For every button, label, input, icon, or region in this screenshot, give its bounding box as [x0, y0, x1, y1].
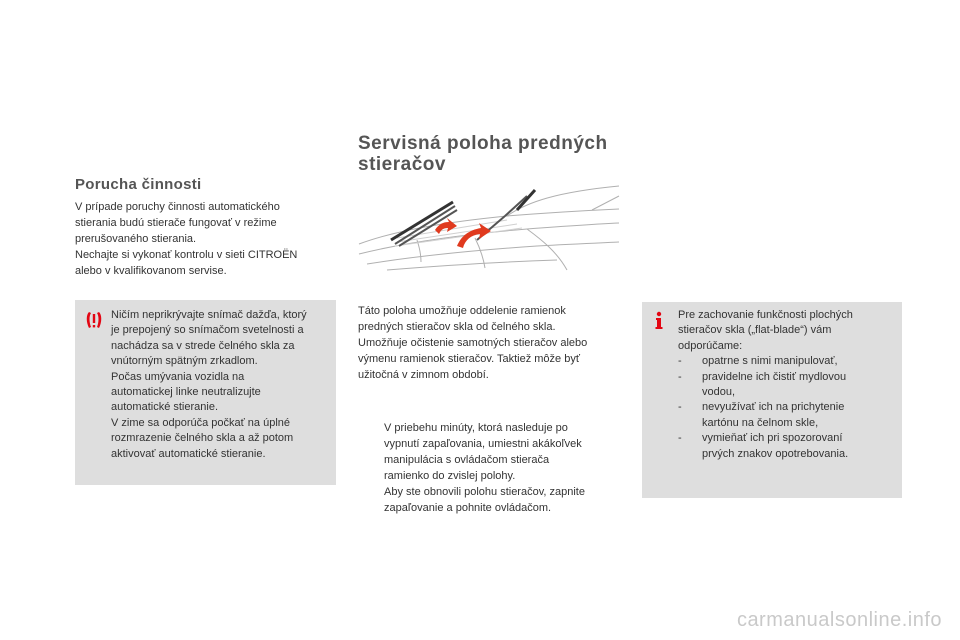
warning-text: [111, 308, 333, 462]
list-item: [678, 354, 898, 369]
text-line: Ničím neprikrývajte snímač dažďa, ktorý: [111, 309, 307, 321]
info-icon: [649, 310, 669, 330]
text-line: zapaľovanie a pohnite ovládačom.: [384, 502, 552, 514]
text-line: užitočná v zimnom období.: [358, 369, 489, 381]
info-text: [678, 308, 898, 462]
section-heading-malfunction: Porucha činnosti: [75, 176, 202, 193]
list-item: [678, 370, 898, 401]
heading-line: stieračov: [358, 154, 446, 175]
text-line: automatické stieranie.: [111, 401, 218, 414]
text-line: pravidelne ich čistiť mydlovou: [702, 370, 847, 383]
list-item: [678, 431, 898, 462]
text-line: aktivovať automatické stieranie.: [111, 447, 266, 460]
text-line: nevyužívať ich na prichytenie: [702, 401, 845, 414]
text-line: Počas umývania vozidla na: [111, 370, 245, 383]
dash-marker: -: [678, 401, 682, 414]
section-heading-service-position: [358, 133, 608, 175]
dash-marker: -: [678, 432, 682, 445]
list-item: [360, 484, 625, 516]
warning-box: [75, 300, 336, 485]
text-line: manipulácia s ovládačom stierača: [384, 454, 550, 466]
wiper-service-position-illustration: [357, 182, 621, 272]
text-line: výmenu ramienok stieračov. Taktiež môže byť: [358, 353, 580, 365]
text-line: prerušovaného stierania.: [75, 233, 197, 245]
list-item: [678, 400, 898, 431]
text-line: kartónu na čelnom skle,: [702, 416, 819, 429]
text-line: Táto poloha umožňuje oddelenie ramienok: [358, 305, 566, 317]
heading-line: Servisná poloha predných: [358, 133, 608, 154]
recommendation-list: [678, 354, 898, 462]
info-box: [642, 302, 902, 498]
text-line: Nechajte si vykonať kontrolu v sieti CITROËN: [75, 249, 298, 261]
text-line: alebo v kvalifikovanom servise.: [75, 265, 227, 277]
text-line: stierania budú stierače fungovať v režime: [75, 217, 277, 229]
list-item: [360, 420, 625, 484]
text-line: V priebehu minúty, ktorá nasleduje po: [384, 422, 568, 434]
service-position-text: [358, 303, 623, 383]
text-line: vnútorným spätným zrkadlom.: [111, 355, 258, 368]
text-line: Pre zachovanie funkčnosti plochých: [678, 309, 853, 321]
watermark: carmanualsonline.info: [736, 609, 942, 631]
text-line: Umožňuje očistenie samotných stieračov alebo: [358, 337, 588, 349]
dash-marker: -: [678, 370, 682, 383]
service-position-steps: [360, 420, 625, 516]
text-line: ramienko do zvislej polohy.: [384, 470, 516, 482]
text-line: Aby ste obnovili polohu stieračov, zapnite: [384, 486, 585, 498]
text-line: V zime sa odporúča počkať na úplné: [111, 416, 291, 429]
text-line: predných stieračov skla od čelného skla.: [358, 321, 556, 333]
text-line: je prepojený so snímačom svetelnosti a: [111, 324, 304, 337]
text-line: odporúčame:: [678, 339, 743, 352]
dash-marker: -: [678, 355, 682, 368]
text-line: stieračov skla („flat-blade“) vám: [678, 324, 832, 337]
warning-icon: [83, 310, 105, 332]
malfunction-text: [75, 199, 345, 279]
text-line: automatickej linke neutralizujte: [111, 386, 261, 399]
text-line: rozmrazenie čelného skla a až potom: [111, 432, 294, 445]
text-line: vymieňať ich pri spozorovaní: [702, 432, 843, 445]
text-line: vodou,: [702, 386, 736, 399]
text-line: vypnutí zapaľovania, umiestni akákoľvek: [384, 438, 582, 450]
text-line: nachádza sa v strede čelného skla za: [111, 339, 295, 352]
text-line: V prípade poruchy činnosti automatického: [75, 201, 280, 213]
text-line: opatrne s nimi manipulovať,: [702, 355, 838, 368]
text-line: prvých znakov opotrebovania.: [702, 447, 849, 460]
